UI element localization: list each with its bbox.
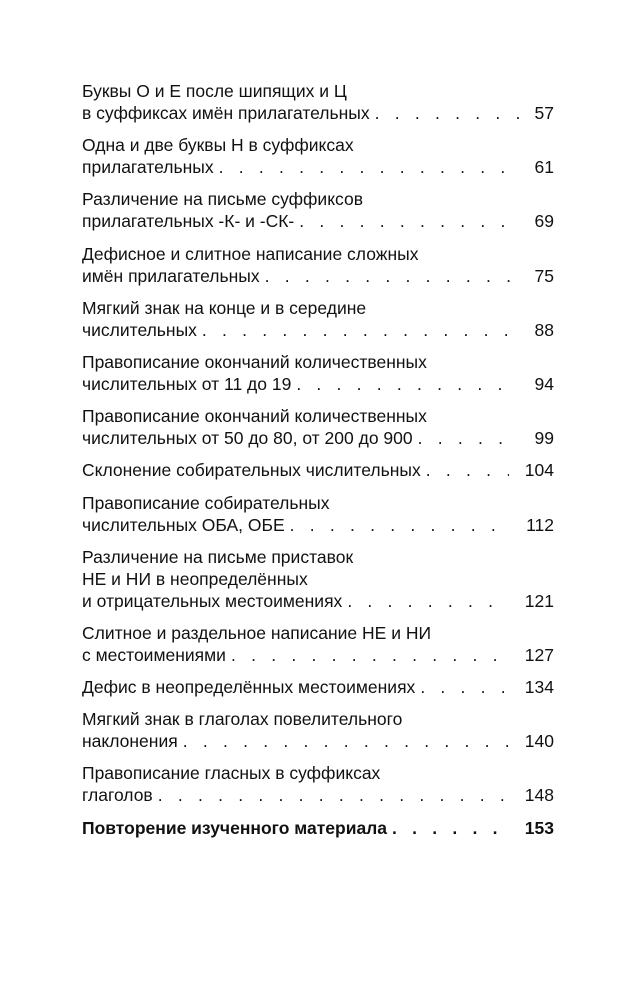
toc-entry[interactable] xyxy=(82,676,554,698)
toc-page-number: 88 xyxy=(534,319,554,340)
toc-entry-title-line: с местоимениями xyxy=(82,644,226,665)
toc-entry-last-line xyxy=(82,427,554,449)
toc-entry-title-line: Различение на письме приставок xyxy=(82,546,354,567)
toc-entry-title-line: наклонения xyxy=(82,731,178,752)
toc-entry-title-line: числительных ОБА, ОБЕ xyxy=(82,514,285,535)
toc-entry-last-line xyxy=(82,784,554,806)
toc-entry-title-line: Мягкий знак в глаголах повелительного xyxy=(82,709,403,730)
toc-entry-last-line xyxy=(82,817,554,839)
dot-leader xyxy=(392,817,509,839)
toc-entry-title-line: Правописание собирательных xyxy=(82,492,330,513)
toc-entry[interactable] xyxy=(82,80,554,124)
toc-entry-title-line: имён прилагательных xyxy=(82,265,260,286)
toc-entry-title-line: числительных от 11 до 19 xyxy=(82,373,292,394)
toc-entry-title-line: Дефис в неопределённых местоимениях xyxy=(82,677,416,698)
dot-leader xyxy=(418,427,519,449)
dot-leader xyxy=(158,784,509,806)
toc-entry-title-line: числительных от 50 до 80, от 200 до 900 xyxy=(82,428,413,449)
toc-entry-title-line: глаголов xyxy=(82,785,153,806)
toc-page-number: 121 xyxy=(524,590,554,611)
toc-entry[interactable] xyxy=(82,351,554,395)
toc-page-number: 104 xyxy=(524,460,554,481)
toc-entry-title-line: НЕ и НИ в неопределённых xyxy=(82,568,308,589)
dot-leader xyxy=(265,265,519,287)
dot-leader xyxy=(296,373,518,395)
toc-entry[interactable] xyxy=(82,492,554,536)
dot-leader xyxy=(347,590,508,612)
toc-page-number: 94 xyxy=(534,373,554,394)
dot-leader xyxy=(202,319,519,341)
dot-leader xyxy=(426,459,509,481)
dot-leader xyxy=(219,156,519,178)
toc-entry-title-line: Правописание окончаний количественных xyxy=(82,406,427,427)
dot-leader xyxy=(299,210,518,232)
toc-entry[interactable] xyxy=(82,708,554,752)
toc-entry-last-line xyxy=(82,373,554,395)
toc-entry[interactable] xyxy=(82,188,554,232)
table-of-contents xyxy=(82,80,554,849)
toc-entry-last-line xyxy=(82,319,554,341)
toc-page-number: 140 xyxy=(524,731,554,752)
toc-entry[interactable] xyxy=(82,243,554,287)
toc-entry-title-line: Дефисное и слитное написание сложных xyxy=(82,243,419,264)
toc-entry-last-line xyxy=(82,156,554,178)
toc-entry-last-line xyxy=(82,676,554,698)
dot-leader xyxy=(420,676,508,698)
toc-entry-title-line: Правописание окончаний количественных xyxy=(82,351,427,372)
toc-entry-last-line xyxy=(82,210,554,232)
toc-entry[interactable] xyxy=(82,459,554,481)
toc-entry-title-line: Буквы О и Е после шипящих и Ц xyxy=(82,81,347,101)
toc-page-number: 69 xyxy=(534,211,554,232)
toc-entry-title-line: Правописание гласных в суффиксах xyxy=(82,763,381,784)
toc-entry-last-line xyxy=(82,514,554,536)
toc-page-number: 127 xyxy=(524,644,554,665)
dot-leader xyxy=(183,730,509,752)
toc-page-number: 99 xyxy=(534,428,554,449)
toc-entry[interactable] xyxy=(82,622,554,666)
toc-entry[interactable] xyxy=(82,817,554,839)
toc-entry-title-line: Повторение изученного материала xyxy=(82,817,388,838)
toc-entry-title-line: Одна и две буквы Н в суффиксах xyxy=(82,135,354,156)
toc-entry-last-line xyxy=(82,590,554,612)
toc-page-number: 75 xyxy=(534,265,554,286)
toc-page-number: 153 xyxy=(524,817,554,838)
toc-entry[interactable] xyxy=(82,405,554,449)
dot-leader xyxy=(375,102,519,124)
dot-leader xyxy=(231,644,509,666)
toc-entry-last-line xyxy=(82,644,554,666)
toc-entry-title-line: Мягкий знак на конце и в середине xyxy=(82,297,367,318)
toc-entry-title-line: прилагательных -К- и -СК- xyxy=(82,211,295,232)
toc-page-number: 61 xyxy=(534,157,554,178)
toc-entry[interactable] xyxy=(82,546,554,612)
toc-entry-title-line: в суффиксах имён прилагательных xyxy=(82,103,370,123)
toc-entry[interactable] xyxy=(82,762,554,806)
toc-page-number: 112 xyxy=(526,514,554,535)
toc-entry-title-line: Склонение собирательных числительных xyxy=(82,460,421,481)
toc-entry[interactable] xyxy=(82,297,554,341)
toc-entry[interactable] xyxy=(82,134,554,178)
toc-entry-title-line: прилагательных xyxy=(82,157,214,178)
toc-entry-last-line xyxy=(82,459,554,481)
toc-entry-title-line: числительных xyxy=(82,319,197,340)
toc-entry-last-line xyxy=(82,730,554,752)
toc-entry-title-line: и отрицательных местоимениях xyxy=(82,590,343,611)
toc-entry-last-line xyxy=(82,265,554,287)
toc-entry-title-line: Слитное и раздельное написание НЕ и НИ xyxy=(82,622,432,643)
toc-entry-last-line xyxy=(82,102,554,124)
toc-page-number: 134 xyxy=(524,677,554,698)
toc-page-number: 148 xyxy=(524,785,554,806)
toc-entry-title-line: Различение на письме суффиксов xyxy=(82,189,364,210)
toc-page-number: 57 xyxy=(534,103,554,123)
dot-leader xyxy=(290,514,510,536)
